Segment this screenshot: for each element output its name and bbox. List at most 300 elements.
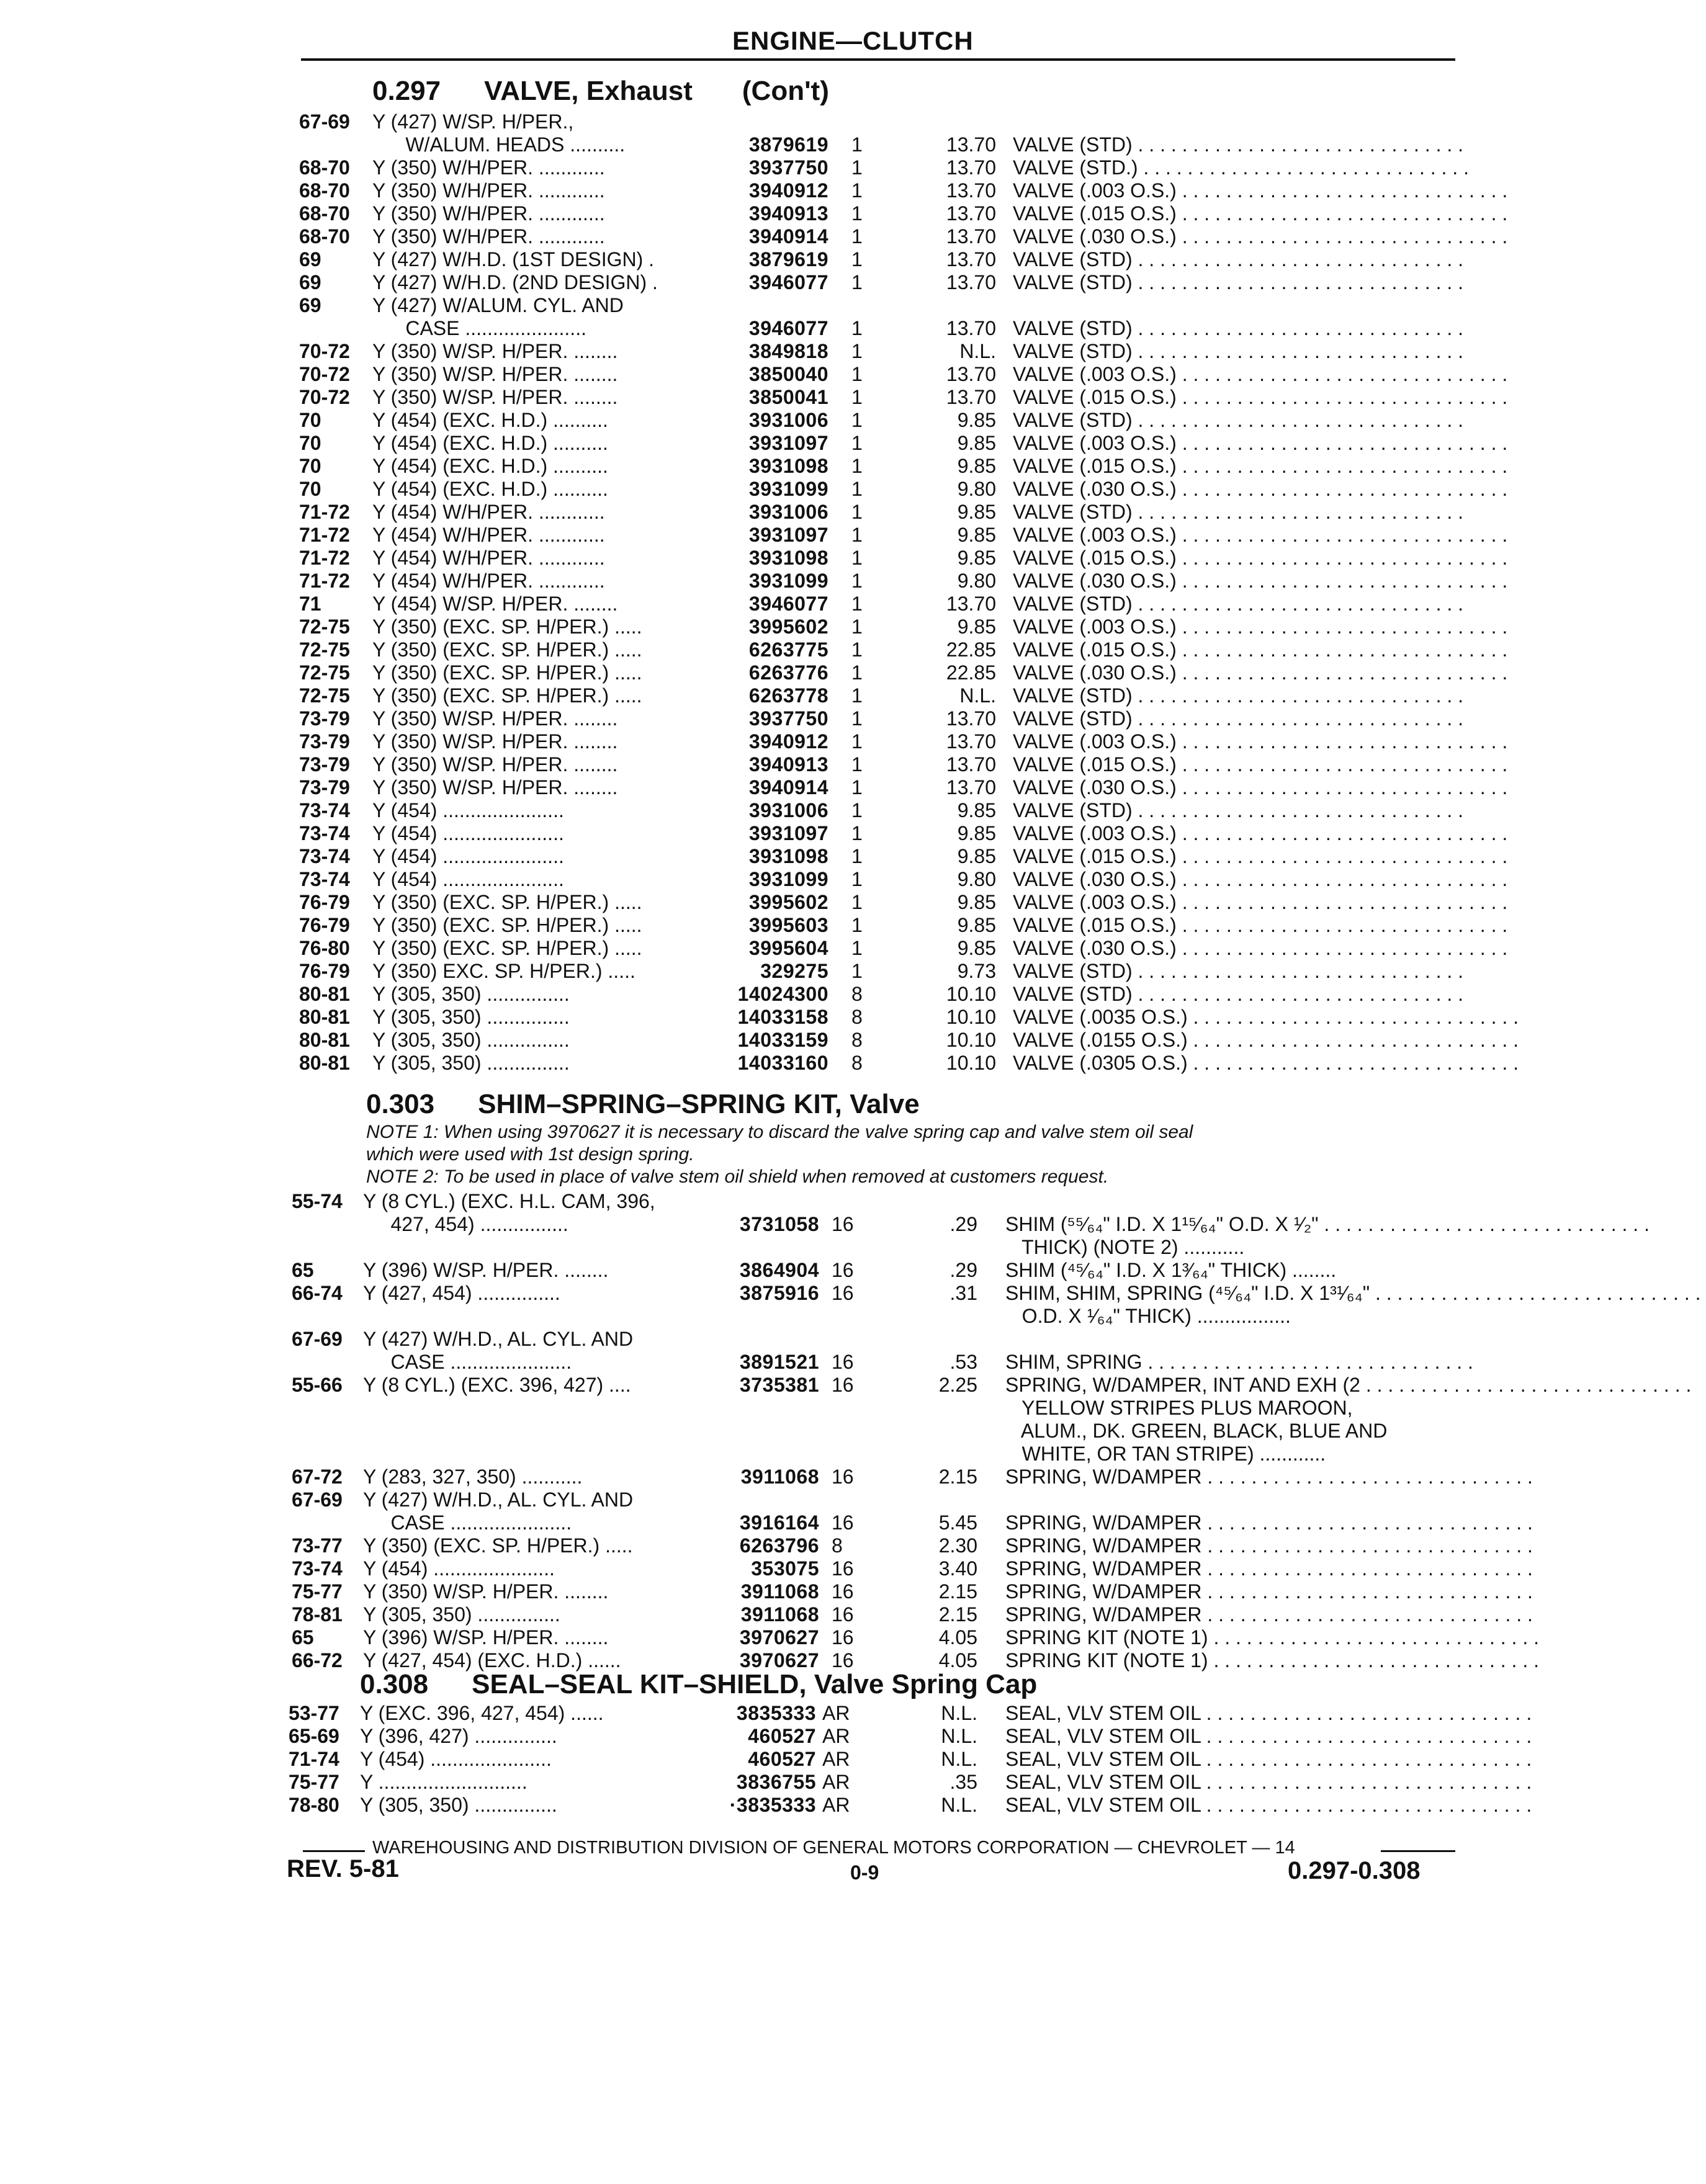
table-row	[0, 1702, 1569, 1725]
description: VALVE (.0035 O.S.) . . . . . . . . . . . . . . . . . . . . . . . . . . . . . .	[1013, 1006, 1524, 1028]
application-text: Y (454) W/SP. H/PER. ........	[372, 593, 618, 615]
part-number: 3931098	[748, 547, 828, 569]
description: VALVE (.003 O.S.) . . . . . . . . . . . . . . . . . . . . . . . . . . . . . .	[1013, 432, 1514, 454]
part-number: 3891521	[739, 1351, 819, 1373]
part-number: 3937750	[748, 156, 828, 179]
part-number: 3931097	[748, 524, 828, 546]
price: .29	[950, 1259, 977, 1281]
table-row	[0, 937, 1569, 960]
table-row	[0, 1748, 1569, 1771]
description: VALVE (STD) . . . . . . . . . . . . . . . . . . . . . . . . . . . . . .	[1013, 707, 1469, 730]
quantity: 1	[851, 684, 863, 707]
application-text: Y (427) W/ALUM. CYL. AND	[372, 294, 624, 316]
price: 4.05	[938, 1626, 977, 1649]
year-range: 80-81	[299, 1052, 350, 1074]
part-number: 14033160	[737, 1052, 828, 1074]
price: 9.85	[957, 547, 996, 569]
table-row	[0, 1006, 1569, 1029]
description: SPRING, W/DAMPER . . . . . . . . . . . . . . . . . . . . . . . . . . . . . .	[1005, 1466, 1538, 1488]
application-text: Y ...........................	[360, 1771, 528, 1793]
table-row	[0, 799, 1569, 822]
description: SEAL, VLV STEM OIL . . . . . . . . . . . . . . . . . . . . . . . . . . . . . .	[1005, 1771, 1538, 1793]
quantity: 8	[851, 1052, 863, 1074]
page-header-title: ENGINE—CLUTCH	[732, 26, 974, 55]
application-text: Y (454) (EXC. H.D.) ..........	[372, 409, 608, 431]
description: VALVE (.030 O.S.) . . . . . . . . . . . . . . . . . . . . . . . . . . . . . .	[1013, 478, 1514, 500]
price: 13.70	[946, 776, 996, 799]
application-text: Y (454) W/H/PER. ............	[372, 501, 605, 523]
quantity: 1	[851, 225, 863, 248]
year-range: 70-72	[299, 363, 350, 385]
quantity: 1	[851, 661, 863, 684]
description: O.D. X ¹⁄₆₄" THICK) .................	[1005, 1305, 1291, 1327]
part-number: 3911068	[740, 1603, 819, 1626]
application-text: Y (350) W/SP. H/PER. ........	[372, 776, 618, 799]
price: 9.80	[957, 868, 996, 890]
description: SPRING, W/DAMPER . . . . . . . . . . . . . . . . . . . . . . . . . . . . . .	[1005, 1511, 1538, 1534]
price: 9.80	[957, 570, 996, 592]
description: VALVE (STD) . . . . . . . . . . . . . . . . . . . . . . . . . . . . . .	[1013, 317, 1469, 339]
year-range: 69	[299, 294, 321, 316]
application-text: Y (350) W/SP. H/PER. ........	[372, 730, 618, 753]
table-row	[0, 1603, 1569, 1626]
price: 9.85	[957, 914, 996, 936]
table-row	[0, 340, 1569, 363]
table-row	[0, 638, 1569, 661]
price: 13.70	[946, 156, 996, 179]
part-number: ·3835333	[729, 1794, 816, 1816]
application-text: Y (350) (EXC. SP. H/PER.) .....	[372, 914, 642, 936]
part-number: 460527	[748, 1725, 816, 1747]
quantity: 16	[832, 1259, 854, 1281]
table-row	[0, 1511, 1569, 1534]
part-number: 3931099	[748, 570, 828, 592]
quantity: 16	[832, 1603, 854, 1626]
application-text: Y (396) W/SP. H/PER. ........	[363, 1259, 609, 1281]
part-number: 3940912	[748, 179, 828, 202]
table-row	[0, 1534, 1569, 1557]
part-number: 3835333	[736, 1702, 816, 1724]
part-number: 3931006	[748, 501, 828, 523]
application-text: Y (305, 350) ...............	[372, 1052, 570, 1074]
table-row	[0, 1466, 1569, 1488]
quantity: 16	[832, 1511, 854, 1534]
footer-rule-right	[1381, 1850, 1455, 1852]
quantity: 8	[851, 1006, 863, 1028]
quantity: 16	[832, 1580, 854, 1603]
year-range: 73-74	[292, 1557, 343, 1580]
table-row	[0, 1794, 1569, 1817]
table-row	[0, 1397, 1569, 1420]
quantity: 1	[851, 822, 863, 844]
quantity: 1	[851, 547, 863, 569]
description: VALVE (.003 O.S.) . . . . . . . . . . . . . . . . . . . . . . . . . . . . . .	[1013, 891, 1514, 913]
part-number: 3946077	[748, 593, 828, 615]
price: 9.80	[957, 478, 996, 500]
price: 13.70	[946, 202, 996, 225]
table-row	[0, 1626, 1569, 1649]
part-number: 3911068	[740, 1580, 819, 1603]
table-row	[0, 386, 1569, 409]
quantity: 16	[832, 1626, 854, 1649]
year-range: 72-75	[299, 684, 350, 707]
table-row	[0, 615, 1569, 638]
year-range: 71	[299, 593, 321, 615]
application-text: Y (350) (EXC. SP. H/PER.) .....	[372, 684, 642, 707]
price: 9.85	[957, 845, 996, 867]
quantity: 1	[851, 615, 863, 638]
year-range: 68-70	[299, 225, 350, 248]
part-number: 3937750	[748, 707, 828, 730]
quantity: 1	[851, 202, 863, 225]
price: 9.85	[957, 937, 996, 959]
year-range: 67-69	[292, 1488, 343, 1511]
part-number: 3946077	[748, 317, 828, 339]
description: VALVE (STD) . . . . . . . . . . . . . . . . . . . . . . . . . . . . . .	[1013, 799, 1469, 821]
table-row	[0, 753, 1569, 776]
quantity: 16	[832, 1213, 854, 1235]
quantity: 1	[851, 386, 863, 408]
application-text: Y (8 CYL.) (EXC. H.L. CAM, 396,	[363, 1190, 655, 1212]
quantity: AR	[822, 1725, 850, 1747]
year-range: 70	[299, 455, 321, 477]
description: VALVE (.003 O.S.) . . . . . . . . . . . . . . . . . . . . . . . . . . . . . .	[1013, 730, 1514, 753]
section-0308-rows	[0, 1702, 1569, 1817]
note-1: NOTE 1: When using 3970627 it is necessary to discard the valve spring cap and valve stem oil seal	[366, 1122, 1193, 1142]
part-number: 3931006	[748, 799, 828, 821]
price: N.L.	[959, 340, 996, 362]
description: VALVE (STD) . . . . . . . . . . . . . . . . . . . . . . . . . . . . . .	[1013, 340, 1469, 362]
year-range: 71-72	[299, 501, 350, 523]
part-number: 3931098	[748, 455, 828, 477]
application-text: Y (350) W/H/PER. ............	[372, 225, 605, 248]
part-number: 3940913	[748, 202, 828, 225]
year-range: 76-79	[299, 960, 350, 982]
table-row	[0, 110, 1569, 133]
quantity: 1	[851, 455, 863, 477]
quantity: 1	[851, 156, 863, 179]
part-number: 6263778	[748, 684, 828, 707]
year-range: 73-79	[299, 730, 350, 753]
year-range: 72-75	[299, 615, 350, 638]
year-range: 68-70	[299, 202, 350, 225]
quantity: 1	[851, 914, 863, 936]
quantity: AR	[822, 1702, 850, 1724]
table-row	[0, 524, 1569, 547]
table-row	[0, 593, 1569, 615]
year-range: 78-81	[292, 1603, 343, 1626]
year-range: 73-79	[299, 753, 350, 776]
application-text: CASE ......................	[363, 1511, 572, 1534]
description: THICK) (NOTE 2) ...........	[1005, 1236, 1245, 1258]
section-0303-rows	[0, 1190, 1706, 1672]
application-text: Y (350) W/SP. H/PER. ........	[372, 753, 618, 776]
table-row	[0, 271, 1569, 294]
application-text: Y (350) W/H/PER. ............	[372, 202, 605, 225]
description: VALVE (.003 O.S.) . . . . . . . . . . . . . . . . . . . . . . . . . . . . . .	[1013, 822, 1514, 844]
year-range: 72-75	[299, 661, 350, 684]
application-text: Y (454) ......................	[372, 845, 564, 867]
description: VALVE (.015 O.S.) . . . . . . . . . . . . . . . . . . . . . . . . . . . . . .	[1013, 638, 1514, 661]
price: 13.70	[946, 248, 996, 271]
part-number: 3931099	[748, 868, 828, 890]
quantity: AR	[822, 1794, 850, 1816]
quantity: 8	[851, 983, 863, 1005]
table-row	[0, 133, 1569, 156]
price: 13.70	[946, 707, 996, 730]
part-number: 3931099	[748, 478, 828, 500]
quantity: 16	[832, 1649, 854, 1672]
part-number: 3879619	[748, 133, 828, 156]
quantity: 1	[851, 179, 863, 202]
table-row	[0, 1420, 1569, 1443]
price: 9.85	[957, 615, 996, 638]
price: 13.70	[946, 593, 996, 615]
year-range: 69	[299, 248, 321, 271]
description: VALVE (.030 O.S.) . . . . . . . . . . . . . . . . . . . . . . . . . . . . . .	[1013, 225, 1514, 248]
year-range: 55-66	[292, 1374, 343, 1396]
part-number: 3849818	[748, 340, 828, 362]
price: 10.10	[946, 1006, 996, 1028]
application-text: Y (350) W/SP. H/PER. ........	[372, 707, 618, 730]
description: SEAL, VLV STEM OIL . . . . . . . . . . . . . . . . . . . . . . . . . . . . . .	[1005, 1748, 1538, 1770]
table-row	[0, 914, 1569, 937]
price: 9.73	[957, 960, 996, 982]
application-text: Y (350) (EXC. SP. H/PER.) .....	[372, 638, 642, 661]
description: VALVE (STD) . . . . . . . . . . . . . . . . . . . . . . . . . . . . . .	[1013, 960, 1469, 982]
price: 2.25	[938, 1374, 977, 1396]
application-text: W/ALUM. HEADS ..........	[372, 133, 626, 156]
revision-label: REV. 5-81	[287, 1855, 399, 1882]
year-range: 55-74	[292, 1190, 343, 1212]
description: VALVE (.030 O.S.) . . . . . . . . . . . . . . . . . . . . . . . . . . . . . .	[1013, 661, 1514, 684]
part-number: 3940913	[748, 753, 828, 776]
application-text: Y (454) ......................	[372, 799, 564, 821]
application-text: Y (427) W/H.D. (1ST DESIGN) .	[372, 248, 655, 271]
description: VALVE (STD) . . . . . . . . . . . . . . . . . . . . . . . . . . . . . .	[1013, 248, 1469, 271]
description: SHIM, SPRING . . . . . . . . . . . . . . . . . . . . . . . . . . . . . .	[1005, 1351, 1479, 1373]
price: 13.70	[946, 225, 996, 248]
quantity: 8	[832, 1534, 843, 1557]
part-number: 3970627	[739, 1649, 819, 1672]
table-row	[0, 179, 1569, 202]
quantity: 1	[851, 478, 863, 500]
year-range: 73-79	[299, 776, 350, 799]
price: 5.45	[938, 1511, 977, 1534]
price: 9.85	[957, 455, 996, 477]
description: SEAL, VLV STEM OIL . . . . . . . . . . . . . . . . . . . . . . . . . . . . . .	[1005, 1725, 1538, 1747]
application-text: Y (350) (EXC. SP. H/PER.) .....	[372, 891, 642, 913]
price: 9.85	[957, 524, 996, 546]
table-row	[0, 1052, 1569, 1075]
description: VALVE (STD) . . . . . . . . . . . . . . . . . . . . . . . . . . . . . .	[1013, 983, 1469, 1005]
description: ALUM., DK. GREEN, BLACK, BLUE AND	[1005, 1420, 1388, 1442]
table-row	[0, 1443, 1569, 1466]
table-row	[0, 960, 1569, 983]
year-range: 73-74	[299, 822, 350, 844]
year-range: 71-72	[299, 570, 350, 592]
price: 13.70	[946, 179, 996, 202]
year-range: 71-72	[299, 524, 350, 546]
description: WHITE, OR TAN STRIPE) ............	[1005, 1443, 1326, 1465]
table-row	[0, 455, 1569, 478]
application-text: 427, 454) ................	[363, 1213, 568, 1235]
table-row	[0, 409, 1569, 432]
application-text: Y (427) W/SP. H/PER.,	[372, 110, 574, 133]
section-heading: SEAL–SEAL KIT–SHIELD, Valve Spring Cap	[472, 1669, 1038, 1699]
application-text: Y (454) W/H/PER. ............	[372, 524, 605, 546]
description: SPRING, W/DAMPER . . . . . . . . . . . . . . . . . . . . . . . . . . . . . .	[1005, 1603, 1538, 1626]
quantity: AR	[822, 1771, 850, 1793]
table-row	[0, 156, 1569, 179]
quantity: 1	[851, 524, 863, 546]
part-number: 3911068	[740, 1466, 819, 1488]
quantity: 1	[851, 868, 863, 890]
description: VALVE (STD) . . . . . . . . . . . . . . . . . . . . . . . . . . . . . .	[1013, 271, 1469, 293]
application-text: Y (454) ......................	[372, 822, 564, 844]
year-range: 53-77	[289, 1702, 339, 1724]
year-range: 75-77	[289, 1771, 339, 1793]
price: 3.40	[938, 1557, 977, 1580]
year-range: 80-81	[299, 1006, 350, 1028]
year-range: 70	[299, 432, 321, 454]
price: 13.70	[946, 133, 996, 156]
quantity: 16	[832, 1466, 854, 1488]
description: VALVE (.015 O.S.) . . . . . . . . . . . . . . . . . . . . . . . . . . . . . .	[1013, 845, 1514, 867]
table-row	[0, 730, 1569, 753]
application-text: Y (454) (EXC. H.D.) ..........	[372, 455, 608, 477]
quantity: 1	[851, 271, 863, 293]
quantity: 16	[832, 1282, 854, 1304]
section-title-0297	[372, 76, 829, 107]
part-number: 3970627	[739, 1626, 819, 1649]
description: SEAL, VLV STEM OIL . . . . . . . . . . . . . . . . . . . . . . . . . . . . . .	[1005, 1794, 1538, 1816]
description: VALVE (STD) . . . . . . . . . . . . . . . . . . . . . . . . . . . . . .	[1013, 133, 1469, 156]
table-row	[0, 1374, 1697, 1397]
quantity: 1	[851, 937, 863, 959]
year-range: 68-70	[299, 179, 350, 202]
section-number: 0.297	[372, 76, 441, 106]
year-range: 80-81	[299, 1029, 350, 1051]
description: VALVE (.003 O.S.) . . . . . . . . . . . . . . . . . . . . . . . . . . . . . .	[1013, 615, 1514, 638]
price: N.L.	[941, 1725, 977, 1747]
price: 9.85	[957, 891, 996, 913]
table-row	[0, 432, 1569, 455]
table-row	[0, 1351, 1569, 1374]
table-row	[0, 661, 1569, 684]
year-range: 72-75	[299, 638, 350, 661]
table-row	[0, 363, 1569, 386]
application-text: Y (396, 427) ...............	[360, 1725, 557, 1747]
description: VALVE (.015 O.S.) . . . . . . . . . . . . . . . . . . . . . . . . . . . . . .	[1013, 386, 1514, 408]
price: 2.15	[938, 1603, 977, 1626]
part-number: 3931097	[748, 432, 828, 454]
table-row	[0, 570, 1569, 593]
description: VALVE (.0305 O.S.) . . . . . . . . . . . . . . . . . . . . . . . . . . . . . .	[1013, 1052, 1524, 1074]
quantity: 1	[851, 753, 863, 776]
quantity: 1	[851, 960, 863, 982]
application-text: Y (427) W/H.D., AL. CYL. AND	[363, 1328, 634, 1350]
year-range: 71-74	[289, 1748, 339, 1770]
table-row	[0, 891, 1569, 914]
application-text: Y (305, 350) ...............	[372, 983, 570, 1005]
section-continued-label: (Con't)	[742, 76, 829, 106]
part-number: 460527	[748, 1748, 816, 1770]
quantity: 1	[851, 638, 863, 661]
application-text: Y (350) W/SP. H/PER. ........	[372, 386, 618, 408]
quantity: 1	[851, 340, 863, 362]
application-text: Y (454) (EXC. H.D.) ..........	[372, 432, 608, 454]
table-row	[0, 1282, 1706, 1305]
application-text: Y (427) W/H.D. (2ND DESIGN) .	[372, 271, 658, 293]
table-row	[0, 822, 1569, 845]
year-range: 71-72	[299, 547, 350, 569]
page-number: 0-9	[850, 1861, 879, 1884]
description: SPRING KIT (NOTE 1) . . . . . . . . . . . . . . . . . . . . . . . . . . . . . .	[1005, 1649, 1545, 1672]
description: SHIM (⁵⁵⁄₆₄" I.D. X 1¹⁵⁄₆₄" O.D. X ¹⁄₂" . . . . . . . . . . . . . . . . . . . . . . . . . . . . . .	[1005, 1213, 1655, 1235]
table-row	[0, 547, 1569, 570]
application-text: Y (350) W/H/PER. ............	[372, 156, 605, 179]
part-number: 3864904	[739, 1259, 819, 1281]
quantity: 16	[832, 1374, 854, 1396]
part-number: 3995602	[748, 891, 828, 913]
quantity: 8	[851, 1029, 863, 1051]
description: VALVE (.015 O.S.) . . . . . . . . . . . . . . . . . . . . . . . . . . . . . .	[1013, 455, 1514, 477]
year-range: 67-72	[292, 1466, 343, 1488]
table-row	[0, 294, 1569, 317]
price: 22.85	[946, 661, 996, 684]
price: 4.05	[938, 1649, 977, 1672]
application-text: CASE ......................	[363, 1351, 572, 1373]
price: 9.85	[957, 501, 996, 523]
application-text: Y (305, 350) ...............	[372, 1029, 570, 1051]
quantity: 1	[851, 133, 863, 156]
table-row	[0, 845, 1569, 868]
price: 9.85	[957, 822, 996, 844]
part-number: 3879619	[748, 248, 828, 271]
description: VALVE (STD) . . . . . . . . . . . . . . . . . . . . . . . . . . . . . .	[1013, 593, 1469, 615]
price: 13.70	[946, 317, 996, 339]
application-text: Y (350) (EXC. SP. H/PER.) .....	[363, 1534, 633, 1557]
quantity: 1	[851, 570, 863, 592]
year-range: 67-69	[299, 110, 350, 133]
part-number: 3731058	[739, 1213, 819, 1235]
table-row	[0, 1580, 1569, 1603]
year-range: 80-81	[299, 983, 350, 1005]
price: 10.10	[946, 1029, 996, 1051]
table-row	[0, 1236, 1569, 1259]
year-range: 69	[299, 271, 321, 293]
quantity: 1	[851, 845, 863, 867]
table-row	[0, 1259, 1569, 1282]
part-number: 6263775	[748, 638, 828, 661]
part-number: 3940912	[748, 730, 828, 753]
part-number: 14033158	[737, 1006, 828, 1028]
part-number: 3850040	[748, 363, 828, 385]
part-number: 14024300	[737, 983, 828, 1005]
note-2: NOTE 2: To be used in place of valve stem oil shield when removed at customers request.	[366, 1166, 1109, 1187]
table-row	[0, 1488, 1569, 1511]
table-row	[0, 1328, 1569, 1351]
table-row	[0, 983, 1569, 1006]
table-row	[0, 1213, 1655, 1236]
part-number: 14033159	[737, 1029, 828, 1051]
table-row	[0, 501, 1569, 524]
description: VALVE (.015 O.S.) . . . . . . . . . . . . . . . . . . . . . . . . . . . . . .	[1013, 753, 1514, 776]
section-number: 0.308	[360, 1669, 429, 1699]
year-range: 68-70	[299, 156, 350, 179]
part-number: 3836755	[736, 1771, 816, 1793]
